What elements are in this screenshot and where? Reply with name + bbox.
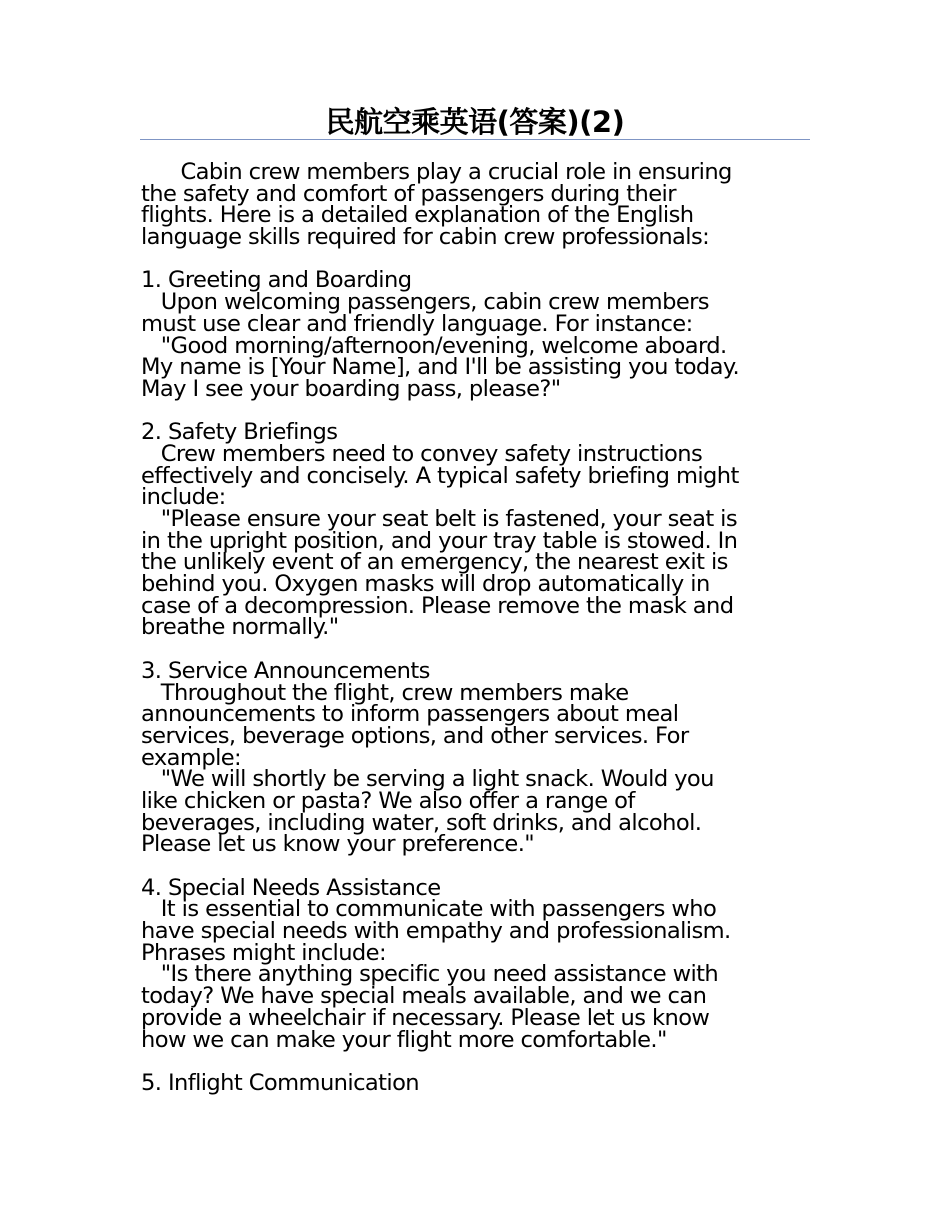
body-line: 4. Special Needs Assistance (141, 874, 441, 901)
body-line: have special needs with empathy and professionalism. (141, 918, 731, 945)
body-line: May I see your boarding pass, please?" (141, 375, 561, 402)
body-line: the unlikely event of an emergency, the nearest exit is (141, 549, 728, 576)
body-line: example: (141, 744, 242, 771)
body-line: effectively and concisely. A typical safety briefing might (141, 462, 739, 489)
document-title: 民航空乘英语(答案)(2) (325, 105, 625, 139)
body-line: include: (141, 484, 226, 511)
body-line: language skills required for cabin crew professionals: (141, 224, 710, 251)
body-line: the safety and comfort of passengers during their (141, 180, 676, 207)
body-line: in the upright position, and your tray table is stowed. In (141, 527, 738, 554)
body-line: announcements to inform passengers about meal (141, 701, 679, 728)
body-line: today? We have special meals available, and we can (141, 983, 707, 1010)
body-line: Please let us know your preference." (141, 831, 535, 858)
body-line: provide a wheelchair if necessary. Please let us know (141, 1004, 710, 1031)
body-line: flights. Here is a detailed explanation of the English (141, 202, 694, 229)
body-line: Throughout the flight, crew members make (141, 679, 629, 706)
body-line: Phrases might include: (141, 939, 386, 966)
body-line: 2. Safety Briefings (141, 419, 338, 446)
body-line: It is essential to communicate with passengers who (141, 896, 717, 923)
body-line: "Good morning/afternoon/evening, welcome aboard. (141, 332, 727, 359)
body-line: Cabin crew members play a crucial role in ensuring (141, 159, 732, 185)
body-line: breathe normally." (141, 614, 339, 641)
body-line: 5. Inflight Communication (141, 1069, 420, 1096)
body-line: 3. Service Announcements (141, 657, 430, 684)
body-line: Upon welcoming passengers, cabin crew members (141, 289, 709, 316)
body-line: like chicken or pasta? We also offer a range of (141, 787, 635, 814)
body-line: 1. Greeting and Boarding (141, 267, 412, 294)
body-line: "Is there anything specific you need assistance with (141, 961, 719, 988)
body-line: Crew members need to convey safety instructions (141, 440, 703, 467)
body-line: must use clear and friendly language. For instance: (141, 310, 693, 337)
body-line: how we can make your flight more comfortable." (141, 1026, 667, 1053)
body-line: services, beverage options, and other services. For (141, 722, 689, 749)
document-body (141, 159, 813, 1096)
body-line: behind you. Oxygen masks will drop automatically in (141, 571, 710, 598)
body-line: My name is [Your Name], and I'll be assisting you today. (141, 354, 740, 381)
body-line: beverages, including water, soft drinks, and alcohol. (141, 809, 702, 836)
body-line: "We will shortly be serving a light snack. Would you (141, 766, 714, 793)
body-line: "Please ensure your seat belt is fastened, your seat is (141, 506, 738, 532)
title-underline (140, 139, 810, 140)
body-line: case of a decompression. Please remove the mask and (141, 592, 734, 619)
